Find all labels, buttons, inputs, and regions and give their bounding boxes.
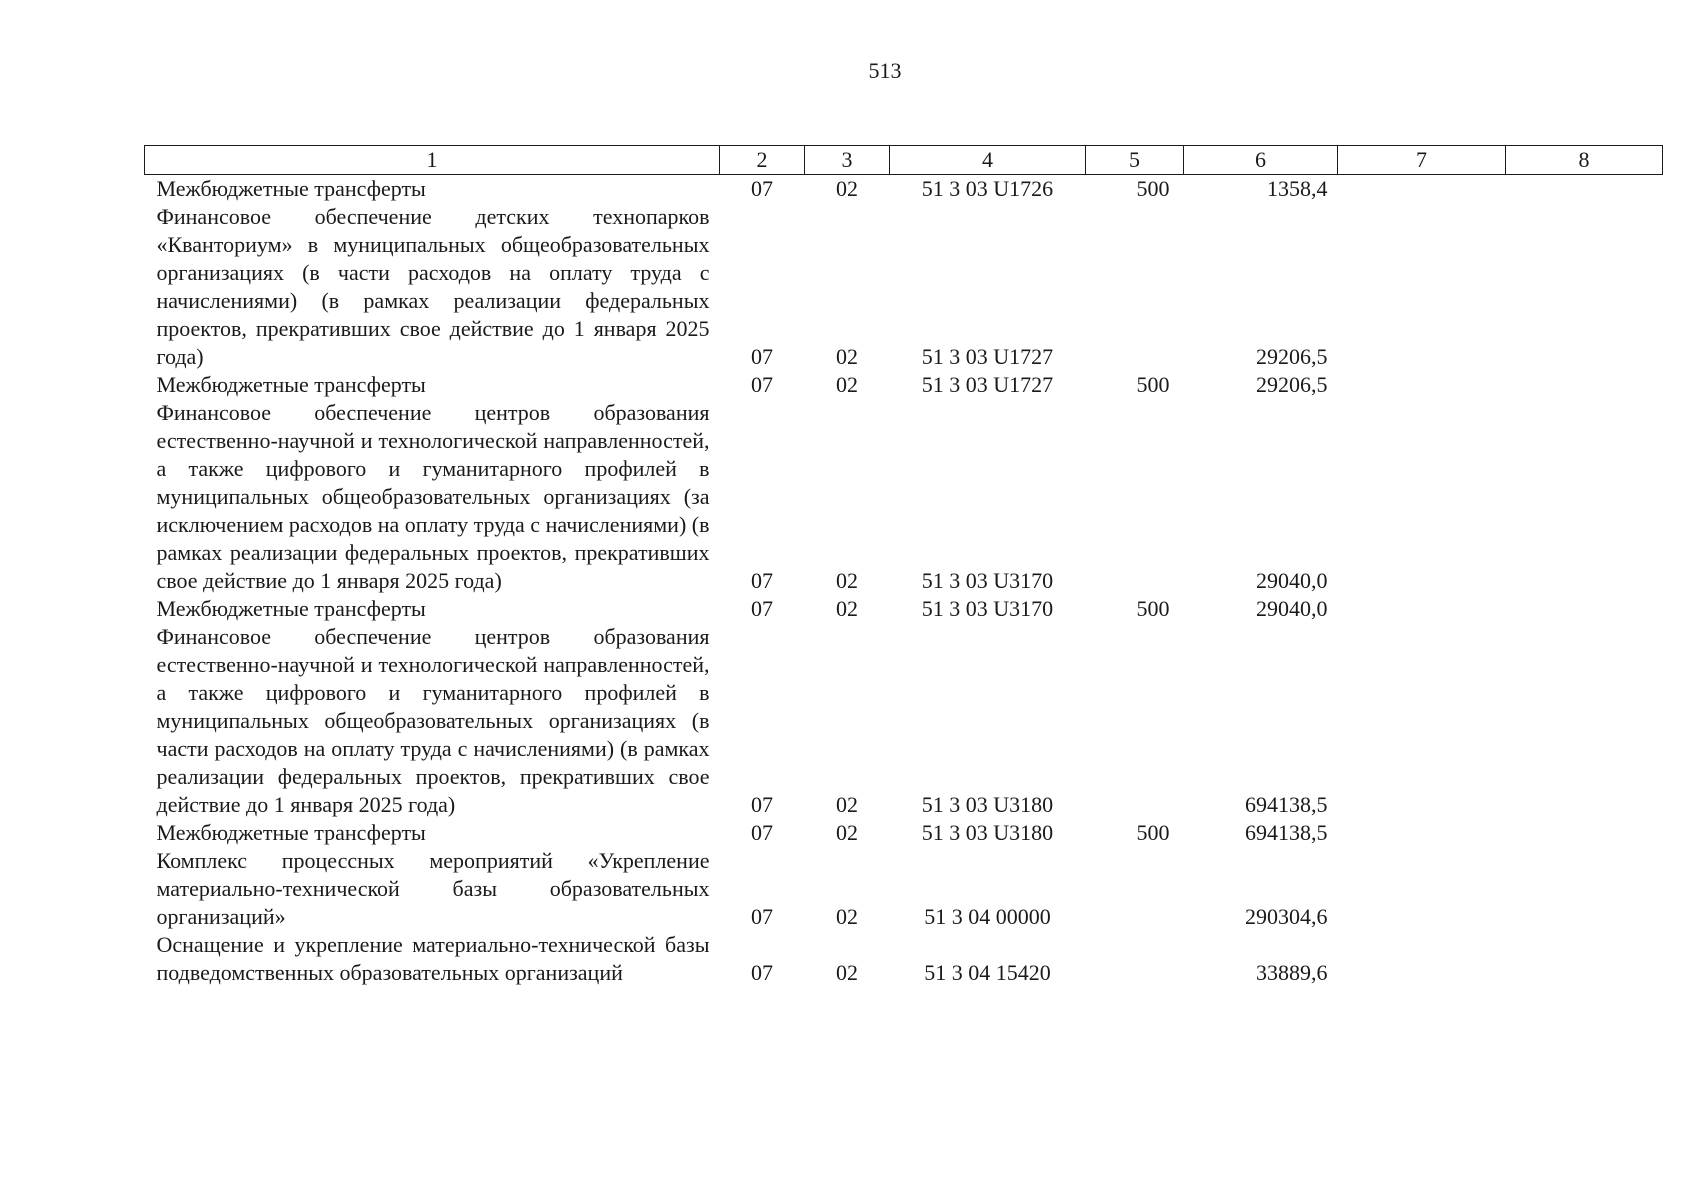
row-col-8 <box>1506 931 1663 987</box>
table-row <box>145 931 1663 987</box>
row-amount: 29206,5 <box>1256 372 1328 397</box>
row-subsection: 02 <box>836 596 858 621</box>
table-row <box>145 399 1663 595</box>
row-amount: 1358,4 <box>1267 176 1328 201</box>
row-target-code: 51 3 03 U1727 <box>921 372 1054 397</box>
row-col-8 <box>1506 371 1663 399</box>
row-col-8 <box>1506 623 1663 819</box>
table-row <box>145 175 1663 204</box>
row-col-7 <box>1338 931 1506 987</box>
row-name: Межбюджетные трансферты <box>156 372 426 397</box>
row-col-7 <box>1338 623 1506 819</box>
row-expense-type <box>1086 931 1184 987</box>
row-amount: 694138,5 <box>1245 792 1328 817</box>
table-body <box>145 175 1663 988</box>
row-subsection: 02 <box>836 568 858 593</box>
row-subsection: 02 <box>836 792 858 817</box>
row-col-8 <box>1506 819 1663 847</box>
row-expense-type <box>1086 399 1184 595</box>
row-expense-type: 500 <box>1136 372 1170 397</box>
row-section: 07 <box>751 904 773 929</box>
row-subsection: 02 <box>836 820 858 845</box>
row-col-7 <box>1338 175 1506 204</box>
row-name: Межбюджетные трансферты <box>156 176 426 201</box>
row-col-8 <box>1506 203 1663 371</box>
row-col-7 <box>1338 847 1506 931</box>
row-section: 07 <box>751 596 773 621</box>
page-number: 513 <box>868 58 902 83</box>
header-col-3: 3 <box>805 146 890 175</box>
row-col-8 <box>1506 399 1663 595</box>
table-row <box>145 203 1663 371</box>
row-subsection: 02 <box>836 960 858 985</box>
row-amount: 29040,0 <box>1256 568 1328 593</box>
row-name: Финансовое обеспечение детских технопарков «Кванториум» в муниципальных общеобразовательных организациях (в части расходов на оплату труда с начислениями) (в рамках реализации федеральных проектов, прекративших свое действие до 1 января 2025 года) <box>156 204 710 369</box>
table-row <box>145 595 1663 623</box>
header-col-8: 8 <box>1506 146 1663 175</box>
row-section: 07 <box>751 820 773 845</box>
row-name: Финансовое обеспечение центров образования естественно-научной и технологической направленностей, а также цифрового и гуманитарного профилей в муниципальных общеобразовательных организациях (в части расходов на оплату труда с начислениями) (в рамках реализации федеральных проектов, прекративших свое действие до 1 января 2025 года) <box>156 624 710 817</box>
row-target-code: 51 3 03 U3180 <box>921 820 1054 845</box>
row-subsection: 02 <box>836 344 858 369</box>
row-col-7 <box>1338 203 1506 371</box>
row-name: Межбюджетные трансферты <box>156 820 426 845</box>
row-name: Оснащение и укрепление материально-технической базы подведомственных образовательных организаций <box>156 932 710 985</box>
row-target-code: 51 3 04 00000 <box>924 904 1051 929</box>
table-row <box>145 371 1663 399</box>
row-expense-type: 500 <box>1136 176 1170 201</box>
table-row <box>145 847 1663 931</box>
row-col-8 <box>1506 595 1663 623</box>
header-col-7: 7 <box>1338 146 1506 175</box>
row-col-7 <box>1338 819 1506 847</box>
row-col-7 <box>1338 595 1506 623</box>
table-row <box>145 623 1663 819</box>
row-name: Финансовое обеспечение центров образования естественно-научной и технологической направленностей, а также цифрового и гуманитарного профилей в муниципальных общеобразовательных организациях (за исключением расходов на оплату труда с начислениями) (в рамках реализации федеральных проектов, прекративших свое действие до 1 января 2025 года) <box>156 400 710 593</box>
row-section: 07 <box>751 568 773 593</box>
table-row <box>145 819 1663 847</box>
row-col-8 <box>1506 175 1663 204</box>
row-target-code: 51 3 03 U1726 <box>921 176 1054 201</box>
row-amount: 29040,0 <box>1256 596 1328 621</box>
row-amount: 29206,5 <box>1256 344 1328 369</box>
row-target-code: 51 3 03 U3170 <box>921 568 1054 593</box>
header-col-2: 2 <box>720 146 805 175</box>
row-expense-type <box>1086 203 1184 371</box>
row-col-8 <box>1506 847 1663 931</box>
row-subsection: 02 <box>836 372 858 397</box>
row-section: 07 <box>751 344 773 369</box>
header-row <box>145 146 1663 175</box>
budget-table <box>144 145 1663 987</box>
header-col-5: 5 <box>1086 146 1184 175</box>
row-amount: 33889,6 <box>1256 960 1328 985</box>
row-col-7 <box>1338 371 1506 399</box>
table-header <box>145 146 1663 175</box>
row-section: 07 <box>751 960 773 985</box>
row-expense-type <box>1086 847 1184 931</box>
row-amount: 290304,6 <box>1245 904 1328 929</box>
header-col-4: 4 <box>890 146 1086 175</box>
row-subsection: 02 <box>836 904 858 929</box>
row-expense-type: 500 <box>1136 596 1170 621</box>
row-expense-type <box>1086 623 1184 819</box>
row-amount: 694138,5 <box>1245 820 1328 845</box>
row-target-code: 51 3 03 U3180 <box>921 792 1054 817</box>
header-col-1: 1 <box>145 146 720 175</box>
row-col-7 <box>1338 399 1506 595</box>
row-section: 07 <box>751 176 773 201</box>
row-target-code: 51 3 04 15420 <box>924 960 1051 985</box>
row-subsection: 02 <box>836 176 858 201</box>
header-col-6: 6 <box>1184 146 1338 175</box>
row-target-code: 51 3 03 U1727 <box>921 344 1054 369</box>
row-target-code: 51 3 03 U3170 <box>921 596 1054 621</box>
row-name: Межбюджетные трансферты <box>156 596 426 621</box>
row-name: Комплекс процессных мероприятий «Укрепление материально-технической базы образовательных организаций» <box>156 848 710 929</box>
row-section: 07 <box>751 792 773 817</box>
row-section: 07 <box>751 372 773 397</box>
row-expense-type: 500 <box>1136 820 1170 845</box>
